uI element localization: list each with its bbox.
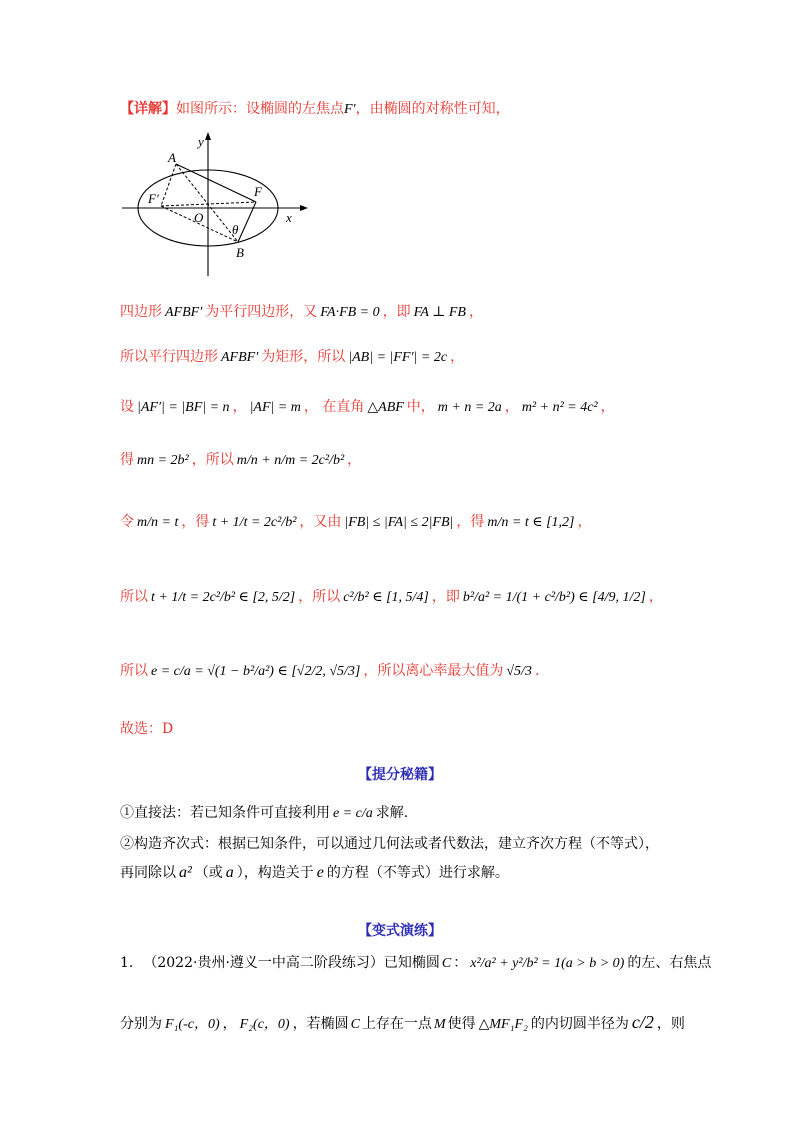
- solution-line-4: [120, 453, 361, 468]
- question-number: 1.: [120, 955, 134, 971]
- detail-label: 【详解】: [120, 101, 176, 117]
- math: e = c/a: [333, 806, 373, 821]
- text: 分别为: [120, 1016, 162, 1032]
- math: e: [316, 864, 324, 881]
- solution-line-5: [120, 515, 591, 530]
- label-O: O: [194, 210, 204, 225]
- tips-item-2-line-2: [120, 865, 509, 881]
- solution-line-3: [120, 400, 615, 415]
- solution-line-1: [120, 305, 483, 320]
- practice-q1-line-2: 分别为 F₁(-c，0) ， F₂(c，0) ，若椭圆 C 上存在一点 M 使得 △MF₁F₂ 的内切圆半径为 c/2 ，则: [120, 1012, 685, 1032]
- text: 设: [120, 399, 134, 415]
- label-F-left: F′: [148, 191, 159, 206]
- header-focus: F′: [344, 102, 356, 117]
- math: a: [225, 864, 234, 881]
- text: （2022·贵州·遵义一中高二阶段练习）已知椭圆: [143, 955, 440, 971]
- math: m² + n² = 4c²: [521, 400, 598, 415]
- math: t + 1/t = 2c²/b² ∈ [2, 5/2]: [151, 590, 296, 605]
- text: 使得: [447, 1016, 476, 1032]
- math: |AB| = |FF′| = 2c: [348, 350, 448, 365]
- text: （或: [194, 865, 223, 881]
- math: M: [433, 1017, 446, 1032]
- text: 中，: [406, 399, 435, 415]
- text: 再同除以: [120, 865, 176, 881]
- text: ，即: [382, 304, 411, 320]
- solution-line-2: [120, 350, 464, 365]
- math: |FB| ≤ |FA| ≤ 2|FB|: [344, 515, 454, 530]
- math: FA ⊥ FB: [413, 305, 466, 320]
- text: 所以: [120, 663, 148, 679]
- tips-item-2-line-1: ②构造齐次式：根据已知条件，可以通过几何法或者代数法，建立齐次方程（不等式），: [120, 836, 659, 852]
- math: F₂(c，0): [239, 1017, 290, 1032]
- text: 的内切圆半径为: [530, 1016, 629, 1032]
- math: AFBF′: [165, 305, 203, 320]
- math: △ABF: [367, 400, 404, 415]
- solution-line-6: [120, 590, 663, 605]
- text: ，: [504, 399, 519, 415]
- text: ，: [577, 514, 592, 530]
- math: |AF| = m: [249, 400, 301, 415]
- text: 四边形: [120, 304, 162, 320]
- solution-line-7: [120, 664, 539, 679]
- label-x: x: [286, 210, 292, 225]
- label-F: F: [254, 184, 262, 199]
- text: 为平行四边形，又: [205, 304, 318, 320]
- math: m/n + n/m = 2c²/b²: [236, 453, 345, 468]
- text: 的方程（不等式）进行求解。: [326, 865, 509, 881]
- text: ，: [468, 304, 483, 320]
- math: c²/b² ∈ [1, 5/4]: [343, 590, 429, 605]
- label-A: A: [168, 150, 176, 165]
- tips-title: 【提分秘籍】: [358, 767, 442, 783]
- math: a²: [179, 864, 192, 881]
- text: 为矩形，所以: [261, 349, 346, 365]
- header-tail: ，由椭圆的对称性可知，: [355, 101, 510, 117]
- segment-AF-left: [161, 164, 176, 206]
- text: 的左、右焦点: [627, 955, 712, 971]
- label-B: B: [236, 245, 244, 260]
- math: e = c/a = √(1 − b²/a²) ∈ [√2/2, √5/3]: [151, 664, 361, 679]
- text: ，即: [431, 589, 460, 605]
- math: C: [350, 1017, 360, 1032]
- text: 上存在一点: [361, 1016, 432, 1032]
- answer: 故选：D: [120, 721, 174, 737]
- text: ，: [347, 452, 362, 468]
- text: ，又由: [299, 514, 342, 530]
- tips-item-1: [120, 806, 408, 821]
- math: F₁(-c，0): [165, 1017, 220, 1032]
- text: ，所以: [191, 452, 234, 468]
- text: ），构造关于: [236, 865, 314, 881]
- math: △MF₁F₂: [478, 1017, 528, 1032]
- text: ，得: [456, 514, 485, 530]
- math: x²/a² + y²/b² = 1(a > b > 0): [470, 956, 625, 971]
- text: 令: [120, 514, 134, 530]
- math: AFBF′: [221, 350, 259, 365]
- text: ，: [648, 589, 663, 605]
- math: mn = 2b²: [137, 453, 189, 468]
- math: √5/3: [506, 664, 532, 679]
- practice-title: 【变式演练】: [358, 923, 442, 939]
- text: 所以: [120, 589, 148, 605]
- math: m + n = 2a: [437, 400, 502, 415]
- math: |AF′| = |BF| = n: [137, 400, 230, 415]
- math: c/2: [631, 1012, 654, 1032]
- text: ，: [450, 349, 465, 365]
- label-theta: θ: [232, 222, 239, 237]
- math: b²/a² = 1/(1 + c²/b²) ∈ [4/9, 1/2]: [462, 590, 646, 605]
- text: ， 在直角: [303, 399, 365, 415]
- text: ①直接法：若已知条件可直接利用: [120, 805, 330, 821]
- solution-header: [120, 102, 510, 117]
- text: 所以平行四边形: [120, 349, 218, 365]
- text: .: [534, 663, 540, 679]
- math: C: [441, 956, 452, 971]
- text: ，则: [656, 1016, 685, 1032]
- ellipse-figure: [118, 130, 318, 280]
- text: 得: [120, 452, 134, 468]
- text: ，所以离心率最大值为: [363, 663, 504, 679]
- math: t + 1/t = 2c²/b²: [212, 515, 297, 530]
- text: ，: [600, 399, 615, 415]
- header-text: 如图所示：设椭圆的左焦点: [176, 101, 344, 117]
- text: ，若椭圆: [292, 1016, 349, 1032]
- text: ，得: [181, 514, 210, 530]
- practice-q1-line-1: 1. （2022·贵州·遵义一中高二阶段练习）已知椭圆 C ： x²/a² + y²/b² = 1(a > b > 0) 的左、右焦点: [120, 955, 712, 971]
- y-axis-arrow-icon: [205, 132, 211, 140]
- math: m/n = t: [137, 515, 179, 530]
- text: 求解.: [375, 805, 409, 821]
- math: FA·FB = 0: [320, 305, 380, 320]
- text: ，所以: [298, 589, 341, 605]
- math: m/n = t ∈ [1,2]: [487, 515, 575, 530]
- x-axis-arrow-icon: [300, 205, 308, 211]
- label-y: y: [198, 134, 204, 149]
- text: ，: [232, 399, 247, 415]
